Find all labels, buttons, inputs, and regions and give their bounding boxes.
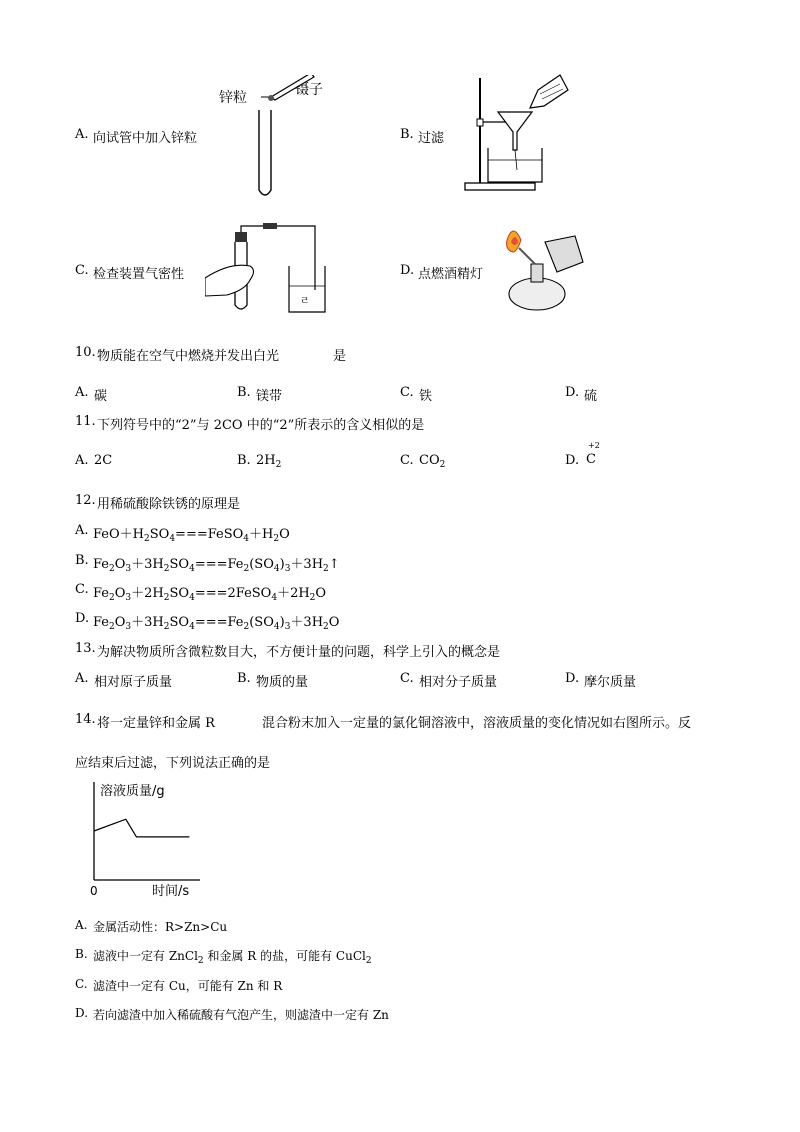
equation-b: $Fe_2O_3+3H_2SO_4===Fe_2(SO_4)_3+3H_2↑$ <box>93 557 340 574</box>
option-text: 相对原子质量 <box>94 675 173 690</box>
option-label: C. <box>400 453 414 468</box>
question-number: 10. <box>75 345 96 360</box>
option-label: D. <box>75 611 90 626</box>
option-text: 相对分子质量 <box>419 675 498 690</box>
question-number: 14. <box>75 712 96 727</box>
option-text: 硫 <box>584 389 598 404</box>
option-text: 向试管中加入锌粒 <box>93 131 198 146</box>
option-text: 滤液中一定有 ZnCl$_2$ 和金属 R 的盐，可能有 CuCl$_2$ <box>93 949 372 966</box>
mass-time-chart <box>80 778 230 900</box>
option-text: 铁 <box>419 389 433 404</box>
question-stem-part2: 混合粉末加入一定量的氯化铜溶液中，溶液质量的变化情况如右图所示。反 <box>262 716 692 731</box>
option-label: C. <box>75 263 89 278</box>
option-label: B. <box>75 947 88 961</box>
option-label: B. <box>237 453 251 468</box>
equation-d: $Fe_2O_3+3H_2SO_4===Fe_2(SO_4)_3+3H_2O$ <box>93 615 340 632</box>
option-formula: $2H_2$ <box>256 453 282 470</box>
airtightness-check-figure <box>205 220 335 315</box>
question-number: 13. <box>75 641 96 656</box>
option-text: 点燃酒精灯 <box>418 267 484 282</box>
option-formula: $CO_2$ <box>419 453 446 470</box>
option-label: B. <box>400 127 414 142</box>
option-label: B. <box>237 671 251 686</box>
option-label: A. <box>75 385 89 400</box>
option-label: D. <box>565 453 580 468</box>
option-text: 过滤 <box>418 131 445 146</box>
question-number: 12. <box>75 493 96 508</box>
option-label: B. <box>75 553 89 568</box>
chart-origin-label: 0 <box>90 884 98 898</box>
option-label: A. <box>75 918 88 932</box>
option-label: D. <box>75 1006 89 1020</box>
filtration-figure <box>460 70 570 195</box>
question-stem: 用稀硫酸除铁锈的原理是 <box>97 497 241 512</box>
option-text: 镁带 <box>256 389 283 404</box>
option-text: 检查装置气密性 <box>93 267 185 282</box>
option-formula: C <box>586 452 596 467</box>
option-label: C. <box>75 582 89 597</box>
equation-a: $FeO+H_2SO_4===FeSO_4+H_2O$ <box>93 527 290 544</box>
question-stem: 物质能在空气中燃烧并发出白光 <box>97 349 280 364</box>
question-stem: 下列符号中的“2”与 2CO 中的“2”所表示的含义相似的是 <box>97 418 425 433</box>
option-label: A. <box>75 453 89 468</box>
option-label: D. <box>565 671 580 686</box>
option-label: A. <box>75 671 89 686</box>
question-stem: 为解决物质所含微粒数目大，不方便计量的问题，科学上引入的概念是 <box>97 645 501 660</box>
question-stem-part1: 将一定量锌和金属 R <box>97 716 215 731</box>
option-text: 物质的量 <box>256 675 309 690</box>
zinc-testtube-figure <box>215 75 335 200</box>
alcohol-lamp-figure <box>495 222 590 317</box>
solution-mass-line <box>94 819 189 837</box>
option-label: C. <box>400 671 414 686</box>
option-text: 摩尔质量 <box>584 675 637 690</box>
svg-text:ㄹ: ㄹ <box>300 296 310 307</box>
option-text: 滤渣中一定有 Cu，可能有 Zn 和 R <box>93 979 283 993</box>
option-label: D. <box>400 263 415 278</box>
zinc-label: 锌粒 <box>219 90 247 106</box>
option-text: 金属活动性：R>Zn>Cu <box>93 920 228 934</box>
chart-ylabel: 溶液质量/g <box>100 784 165 799</box>
option-text: 2C <box>94 453 113 468</box>
valence-superscript: +2 <box>588 441 600 450</box>
option-label: D. <box>565 385 580 400</box>
chart-xlabel: 时间/s <box>152 884 190 899</box>
tweezers-label: 镊子 <box>295 82 323 98</box>
question-stem-tail: 是 <box>333 349 347 364</box>
question-number: 11. <box>75 414 96 429</box>
option-text: 若向滤渣中加入稀硫酸有气泡产生，则滤渣中一定有 Zn <box>93 1008 389 1022</box>
option-label: A. <box>75 523 89 538</box>
option-label: B. <box>237 385 251 400</box>
question-stem-line2: 应结束后过滤，下列说法正确的是 <box>75 756 271 771</box>
option-label: A. <box>75 127 89 142</box>
equation-c: $Fe_2O_3+2H_2SO_4===2FeSO_4+2H_2O$ <box>93 586 327 603</box>
option-label: C. <box>75 977 88 991</box>
option-text: 碳 <box>94 389 108 404</box>
option-label: C. <box>400 385 414 400</box>
